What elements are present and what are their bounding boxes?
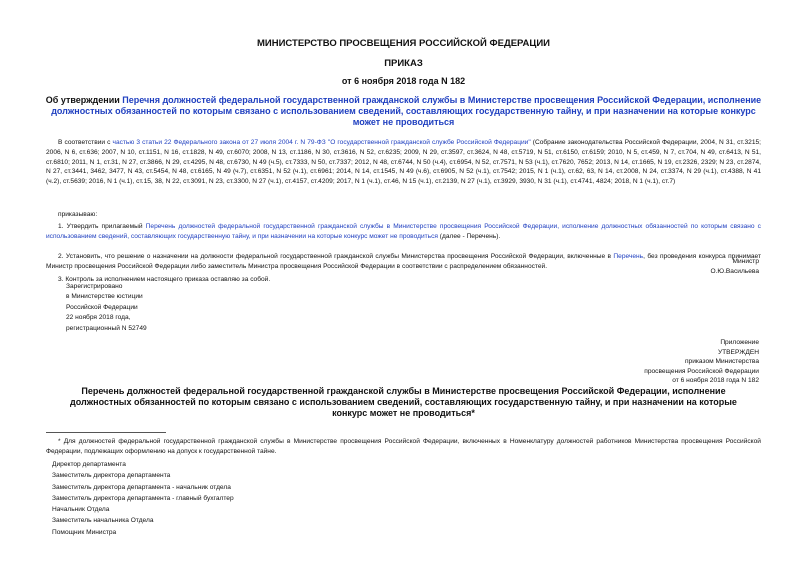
registration-line: в Министерстве юстиции [66,293,143,301]
list-short-link[interactable]: Перечень [613,253,644,260]
appendix-block [644,338,759,386]
order-item-1 [46,222,761,242]
preamble-text-a: В соответствии с [58,139,113,146]
footnote-divider [46,432,166,433]
registration-line: Российской Федерации [66,303,138,311]
preamble-text-b: (Собрание законодательства Российской Федерации, 2004, N 31, ст.3215; 2006, N 6, ст.636; 2007, N 10, ст.1151, N 16, ст.1828, N 49, ст.6070; 2008, N 13, ст.1186, N 30, ст.3616, N 52, ст.6235; 2009, N 29, ст.3597, ст.3624, N 48, ст.5719, N 51, ст.6150, ст.6159; 2010, N 5, ст.459, N 7, ст.704, N 49, ст.6413, N 51, ст.6810; 2011, N 1, ст.31, N 27, ст.3866, N 29, ст.4295, N 48, ст.6730, N 49 (ч.5), ст.7333, N 50, ст.7337; 2012, N 48, ст.6744, N 50 (ч.4), ст.6954, N 52, ст.7571, N 53 (ч.1), ст.7620, 7652; 2013, N 14, ст.1665, N 19, ст.2326, 2329; N 23, ст.2874, N 27, ст.3441, 3462, 3477, N 43, ст.5454, N 48, ст.6165, N 49 (ч.7), ст.6351, N 52 (ч.1), ст.6961; 2014, N 14, ст.1545, N 49 (ч.6), ст.6905, N 52 (ч.1), ст.7542; 2015, N 1 (ч.1), ст.62, 63, N 14, ст.2008, N 24, ст.3374, N 29 (ч.1), ст.4388, N 41 (ч.2), ст.5639; 2016, N 1 (ч.1), ст.15, 38, N 22, ст.3091, N 23, ст.3300, N 27 (ч.1), ст.4157, ст.4209; 2017, N 1 (ч.1), ст.46, N 15 (ч.1), ст.2139, N 27 (ч.1), ст.3929, 3930, N 31 (ч.1), ст.4741, 4824; 2018, N 1 (ч.1), ст.7) [46,139,761,186]
list-item: Заместитель начальника Отдела [52,517,154,525]
appendix-line: Приложение [720,339,759,346]
order-item-2 [46,252,761,272]
registration-block [66,282,147,334]
order-title-prefix: Об утверждении [45,95,123,105]
order-title-link[interactable]: Перечня должностей федеральной государственной гражданской службы в Министерстве просвещения Российской Федерации, исполнение должностных обязанностей по которым связано с использованием сведений, составляющих государственную тайну, и при назначении на которые конкурс может не проводиться [51,95,762,127]
registration-line: Зарегистрировано [66,283,123,290]
law-reference-link[interactable]: частью 3 статьи 22 Федерального закона от 27 июля 2004 г. N 79-ФЗ "О государственной гражданской службе Российской Федерации" [112,139,531,146]
order-date-number: от 6 ноября 2018 года N 182 [341,76,466,86]
appendix-line: от 6 ноября 2018 года N 182 [672,377,759,385]
order-item-3: 3. Контроль за исполнением настоящего приказа оставляю за собой. [58,276,271,283]
appendix-line: УТВЕРЖДЕН [717,348,759,356]
item1-text-b: (далее - Перечень). [437,232,501,240]
item2-text-b: , без проведения конкурса принимает Министр просвещения Российской Федерации либо заместитель Министра просвещения Российской Федерации в соответствии с распределением обязанностей. [46,253,761,270]
order-word: приказываю: [58,211,98,218]
doc-type-heading: ПРИКАЗ [384,58,423,69]
item1-text-a: 1. Утвердить прилагаемый [58,223,146,230]
preamble-paragraph [46,138,761,187]
appendix-line: приказом Министерства [684,358,759,366]
list-item: Заместитель директора департамента - главный бухгалтер [52,494,234,502]
list-item: Заместитель директора департамента [52,472,171,480]
positions-list [52,459,234,538]
signature-name: О.Ю.Васильева [710,267,759,275]
list-title: Перечень должностей федеральной государственной гражданской службы в Министерстве просвещения Российской Федерации, исполнение должностных обязанностей по которым связано с использованием сведений, составляющих государственную тайну, и при назначении на которые конкурс может не проводиться* [70,386,737,418]
item2-text-a: 2. Установить, что решение о назначении на должности федеральной государственной гражданской службы Министерства просвещения Российской Федерации, включенные в [58,253,614,260]
list-item: Директор департамента [52,461,126,468]
list-item: Помощник Министра [52,528,117,536]
appendix-line: просвещения Российской Федерации [644,367,759,375]
list-reference-link[interactable]: Перечень должностей федеральной государственной гражданской службы в Министерстве просвещения Российской Федерации, исполнение должностных обязанностей по которым связано с использованием сведений, составляющих государственную тайну, и при назначении на которые конкурс может не проводиться [46,223,761,240]
list-item: Начальник Отдела [52,506,110,514]
signature-position: Министр [732,258,759,265]
registration-line: регистрационный N 52749 [66,324,147,332]
order-title [44,95,763,128]
list-item: Заместитель директора департамента - начальник отдела [52,483,231,491]
ministry-heading: МИНИСТЕРСТВО ПРОСВЕЩЕНИЯ РОССИЙСКОЙ ФЕДЕРАЦИИ [256,38,551,49]
footnote-text: * Для должностей федеральной государственной гражданской службы в Министерстве просвещения Российской Федерации, включенных в Номенклатуру должностей работников Министерства просвещения Российской Федерации, подлежащих оформлению на допуск к государственной тайне. [46,438,761,455]
registration-line: 22 ноября 2018 года, [66,314,131,322]
signature-block [710,257,759,276]
